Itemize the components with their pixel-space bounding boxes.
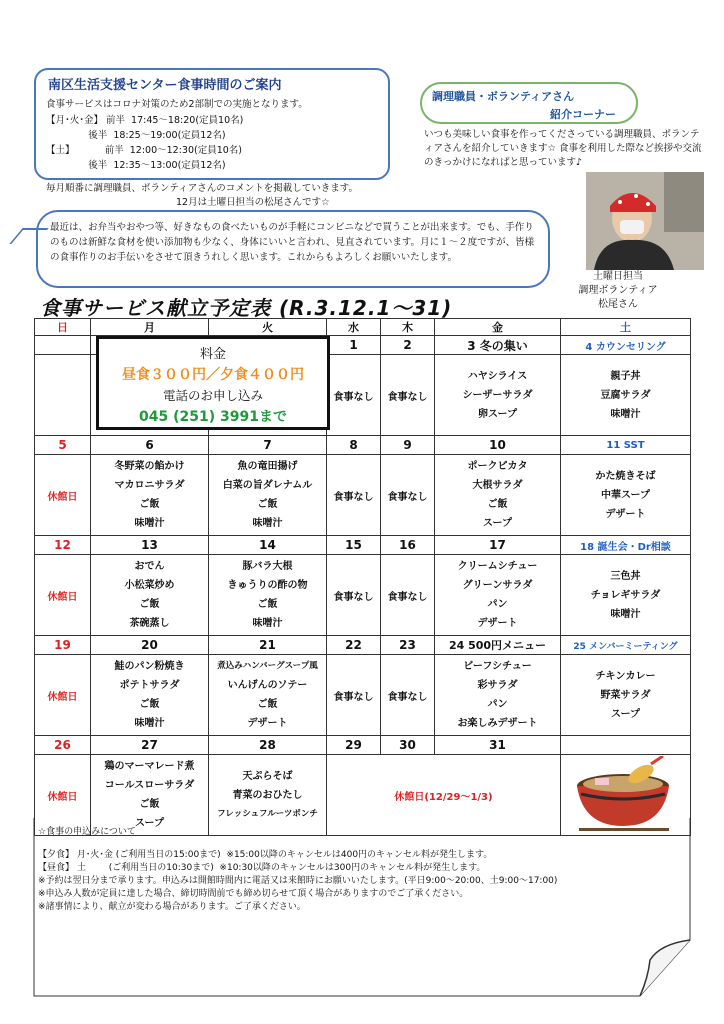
info-row: 後半 12:35～13:00(定員12名) bbox=[46, 160, 226, 171]
info-row: 後半 18:25～19:00(定員12名) bbox=[46, 130, 226, 141]
menu-item: 小松菜炒め bbox=[124, 580, 175, 591]
no-meal-cell: 食事なし bbox=[327, 655, 381, 736]
menu-item: 味噌汁 bbox=[610, 408, 641, 420]
menu-item: チョレギサラダ bbox=[590, 589, 661, 601]
menu-item: 天ぷらそば bbox=[242, 770, 293, 782]
closed-cell: 休館日 bbox=[35, 655, 91, 736]
holiday-cell: 休館日(12/29～1/3) bbox=[327, 755, 561, 836]
date-cell: 25 メンバーミーティング bbox=[561, 636, 691, 655]
weekday-tue: 火 bbox=[209, 319, 327, 336]
comment-text: 最近は、お弁当やおやつ等、好きなもの食べたいものが手軽にコンビニなどで買うことが出来ます。でも、手作りのものは新鮮な食材を使い添加物も少なく、身体にいいと言われ、見直されています。月に１～２度ですが、皆様の食事作りのお手伝いをさせて頂きうれしく思います。これからもよろしくお願いいたします。 bbox=[50, 222, 535, 263]
closed-cell: 休館日 bbox=[35, 455, 91, 536]
volunteer-text: いつも美味しい食事を作ってくださっている調理職員、ボランティアさんを紹介していきます☆ 食事を利用した際など挨拶や交流のきっかけになればと思っています♪ bbox=[424, 129, 702, 168]
menu-item: 白菜の旨ダレナムル bbox=[222, 480, 313, 491]
menu-item: 豆腐サラダ bbox=[600, 389, 651, 401]
menu-item: パン bbox=[487, 599, 508, 610]
date-cell: 22 bbox=[327, 636, 381, 655]
menu-item: 卵スープ bbox=[478, 408, 517, 420]
menu-item: デザート bbox=[247, 718, 288, 729]
no-meal-cell: 食事なし bbox=[381, 555, 435, 636]
menu-item: 三色丼 bbox=[610, 570, 641, 582]
volunteer-subtitle: 紹介コーナー bbox=[550, 108, 616, 121]
info-line: 食事サービスはコロナ対策のため2部制での実施となります。 bbox=[46, 99, 308, 110]
date-cell: 6 bbox=[91, 436, 209, 455]
date-cell: 18 誕生会・Dr相談 bbox=[561, 536, 691, 555]
date-cell: 24 500円メニュー bbox=[435, 636, 561, 655]
menu-item: 味噌汁 bbox=[610, 608, 641, 620]
menu-item: スープ bbox=[611, 708, 640, 720]
date-cell: 21 bbox=[209, 636, 327, 655]
menu-item: ポテトサラダ bbox=[119, 680, 180, 691]
closed-cell: 休館日 bbox=[35, 555, 91, 636]
menu-item: 中華スープ bbox=[601, 489, 650, 501]
info-row: 【月･火･金】 前半 17:45～18:20(定員10名) bbox=[46, 115, 244, 126]
footer-line: 【夕食】 月･火･金 (ご利用当日の15:00まで) ※15:00以降のキャンセルは400円のキャンセル料が発生します。 bbox=[38, 850, 493, 860]
menu-item: ポークピカタ bbox=[467, 461, 528, 472]
menu-item: デザート bbox=[477, 618, 518, 629]
menu-item: フレッシュフルーツポンチ bbox=[217, 808, 318, 819]
date-cell: 15 bbox=[327, 536, 381, 555]
menu-item: 豚バラ大根 bbox=[242, 561, 293, 572]
footer-line: ※諸事情により、献立が変わる場合があります。ご了承ください。 bbox=[38, 902, 306, 912]
menu-item: 味噌汁 bbox=[134, 718, 165, 729]
menu-item: 彩サラダ bbox=[477, 680, 518, 691]
menu-item: ビーフシチュー bbox=[463, 661, 532, 672]
menu-item: マカロニサラダ bbox=[114, 480, 185, 491]
weekday-thu: 木 bbox=[381, 319, 435, 336]
menu-item: 親子丼 bbox=[610, 370, 641, 382]
menu-item: 味噌汁 bbox=[252, 618, 283, 629]
menu-item: チキンカレー bbox=[595, 670, 656, 682]
date-cell: 23 bbox=[381, 636, 435, 655]
weekday-sun: 日 bbox=[35, 319, 91, 336]
caption-line: 調理ボランティア bbox=[578, 285, 658, 296]
date-cell: 30 bbox=[381, 736, 435, 755]
no-meal-cell: 食事なし bbox=[381, 355, 435, 436]
weekday-wed: 水 bbox=[327, 319, 381, 336]
date-cell: 11 SST bbox=[561, 436, 691, 455]
menu-item: かた焼きそば bbox=[595, 470, 656, 482]
menu-item: ご飯 bbox=[139, 699, 160, 710]
date-cell: 19 bbox=[35, 636, 91, 655]
date-cell: 12 bbox=[35, 536, 91, 555]
no-meal-cell: 食事なし bbox=[381, 655, 435, 736]
menu-item: ご飯 bbox=[257, 599, 278, 610]
phone-label: 電話のお申し込み bbox=[162, 388, 263, 403]
menu-item: 茶碗蒸し bbox=[129, 618, 170, 629]
weekday-sat: 土 bbox=[561, 319, 691, 336]
caption-line: 松尾さん bbox=[598, 299, 638, 310]
closed-cell: 休館日 bbox=[35, 755, 91, 836]
footer-line: ※予約は翌日分まで承ります。申込みは開館時間内に電話又は来館時にお願いいたします。(平日9:00～20:00、土9:00～17:00) bbox=[38, 876, 558, 886]
no-meal-cell: 食事なし bbox=[327, 455, 381, 536]
date-cell: 20 bbox=[91, 636, 209, 655]
menu-item: おでん bbox=[134, 561, 165, 572]
price-amount: 昼食３００円／夕食４００円 bbox=[122, 367, 304, 383]
date-cell: 1 bbox=[327, 336, 381, 355]
no-meal-cell: 食事なし bbox=[327, 555, 381, 636]
menu-item: きゅうりの酢の物 bbox=[227, 580, 308, 591]
caption-line: 土曜日担当 bbox=[593, 271, 643, 282]
menu-item: スープ bbox=[135, 818, 164, 829]
menu-item: スープ bbox=[483, 518, 512, 529]
menu-item: 鮭のパン粉焼き bbox=[114, 661, 185, 672]
date-cell: 2 bbox=[381, 336, 435, 355]
date-cell: 14 bbox=[209, 536, 327, 555]
menu-item: お楽しみデザート bbox=[457, 718, 538, 729]
date-cell: 4 カウンセリング bbox=[561, 336, 691, 355]
info-row: 【土】 前半 12:00～12:30(定員10名) bbox=[46, 145, 242, 156]
menu-item: ハヤシライス bbox=[467, 370, 528, 382]
menu-item: 味噌汁 bbox=[134, 518, 165, 529]
menu-item: ご飯 bbox=[257, 499, 278, 510]
menu-item: 青菜のおひたし bbox=[232, 789, 303, 801]
menu-item: ご飯 bbox=[487, 499, 508, 510]
menu-item: 魚の竜田揚げ bbox=[237, 461, 298, 472]
weekday-fri: 金 bbox=[435, 319, 561, 336]
date-cell: 16 bbox=[381, 536, 435, 555]
date-cell: 17 bbox=[435, 536, 561, 555]
date-cell: 3 冬の集い bbox=[435, 336, 561, 355]
footer-line: 【昼食】 土 (ご利用当日の10:30まで) ※10:30以降のキャンセルは300円のキャンセル料が発生します。 bbox=[38, 863, 486, 873]
date-cell: 13 bbox=[91, 536, 209, 555]
menu-item: ご飯 bbox=[139, 499, 160, 510]
date-cell: 9 bbox=[381, 436, 435, 455]
date-cell: 26 bbox=[35, 736, 91, 755]
menu-item: ご飯 bbox=[139, 799, 160, 810]
notice-line: 12月は土曜日担当の松尾さんです☆ bbox=[176, 197, 330, 208]
date-cell: 5 bbox=[35, 436, 91, 455]
weekday-mon: 月 bbox=[91, 319, 209, 336]
date-cell: 7 bbox=[209, 436, 327, 455]
menu-item: デザート bbox=[605, 508, 646, 520]
menu-item: シーザーサラダ bbox=[462, 389, 533, 401]
menu-item: 野菜サラダ bbox=[600, 689, 651, 701]
notice-line: 毎月順番に調理職員、ボランティアさんのコメントを掲載していきます。 bbox=[46, 183, 358, 194]
footer-line: ※申込み人数が定員に達した場合、締切時間前でも締め切らせて頂く場合がありますのでご了承ください。 bbox=[38, 889, 469, 899]
date-cell: 27 bbox=[91, 736, 209, 755]
date-cell: 8 bbox=[327, 436, 381, 455]
price-label: 料金 bbox=[199, 347, 226, 362]
date-cell: 29 bbox=[327, 736, 381, 755]
menu-item: パン bbox=[487, 699, 508, 710]
date-cell: 10 bbox=[435, 436, 561, 455]
footer-title: ☆食事の申込みについて bbox=[38, 827, 136, 837]
menu-item: ご飯 bbox=[257, 699, 278, 710]
menu-item: 煮込みハンバーグスープ風 bbox=[217, 661, 318, 671]
no-meal-cell: 食事なし bbox=[327, 355, 381, 436]
date-cell: 31 bbox=[435, 736, 561, 755]
info-box-title: 南区生活支援センター食事時間のご案内 bbox=[48, 78, 282, 93]
date-cell: 28 bbox=[209, 736, 327, 755]
no-meal-cell: 食事なし bbox=[381, 455, 435, 536]
menu-item: ご飯 bbox=[139, 599, 160, 610]
menu-item: コールスローサラダ bbox=[104, 780, 195, 791]
volunteer-title: 調理職員・ボランティアさん bbox=[432, 90, 575, 103]
menu-item: クリームシチュー bbox=[457, 561, 538, 572]
menu-item: 味噌汁 bbox=[252, 518, 283, 529]
menu-title: 食事サービス献立予定表 (R.3.12.1～31) bbox=[40, 296, 453, 320]
menu-item: 鶏のマーマレード煮 bbox=[104, 761, 195, 772]
phone-number: 045 (251) 3991まで bbox=[139, 409, 287, 425]
menu-item: 大根サラダ bbox=[472, 480, 523, 491]
menu-item: いんげんのソテー bbox=[227, 680, 308, 691]
menu-item: 冬野菜の餡かけ bbox=[114, 461, 185, 472]
menu-item: グリーンサラダ bbox=[462, 580, 533, 591]
